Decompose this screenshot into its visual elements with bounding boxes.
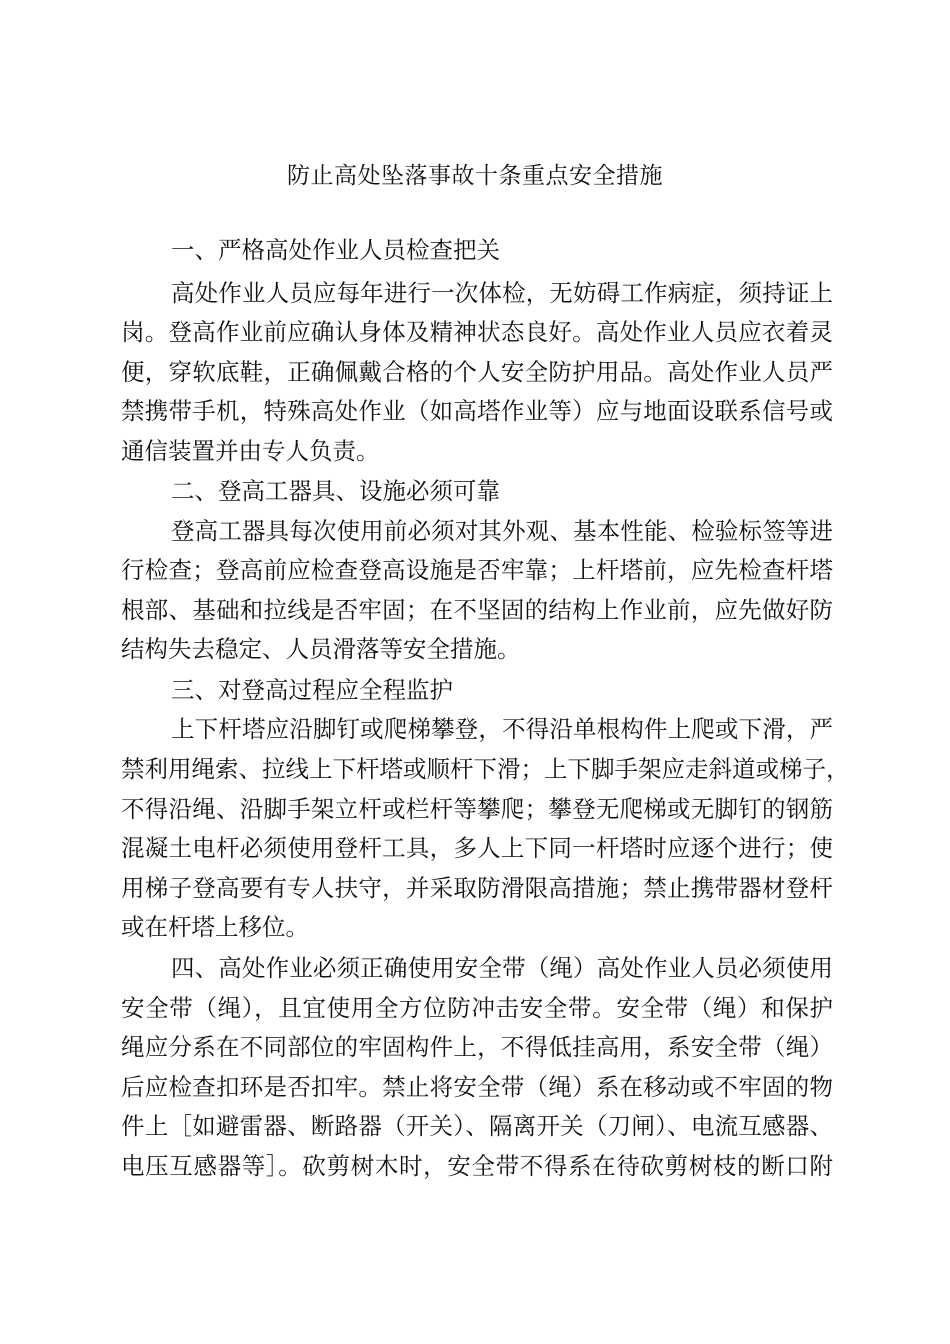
paragraph-line: 根部、基础和拉线是否牢固；在不坚固的结构上作业前，应先做好防 [121,596,833,624]
paragraph-line: 行检查；登高前应检查登高设施是否牢靠；上杆塔前，应先检查杆塔 [121,556,833,584]
paragraph-line: 混凝土电杆必须使用登杆工具，多人上下同一杆塔时应逐个进行；使 [121,834,833,862]
section-heading-1: 一、严格高处作业人员检查把关 [171,236,500,264]
paragraph-line: 岗。登高作业前应确认身体及精神状态良好。高处作业人员应衣着灵 [121,318,833,346]
paragraph-line: 安全带（绳），且宜使用全方位防冲击安全带。安全带（绳）和保护 [121,994,833,1022]
section-heading-3: 三、对登高过程应全程监护 [171,676,453,704]
paragraph-line: 通信装置并由专人负责。 [121,437,380,465]
section-heading-4: 四、高处作业必须正确使用安全带（绳）高处作业人员必须使用 [171,954,833,982]
section-heading-2: 二、登高工器具、设施必须可靠 [171,477,500,505]
paragraph-line: 禁携带手机，特殊高处作业（如高塔作业等）应与地面设联系信号或 [121,397,833,425]
paragraph-line: 绳应分系在不同部位的牢固构件上，不得低挂高用，系安全带（绳） [121,1033,833,1061]
paragraph-line: 用梯子登高要有专人扶守，并采取防滑限高措施；禁止携带器材登杆 [121,874,833,902]
paragraph-line: 便，穿软底鞋，正确佩戴合格的个人安全防护用品。高处作业人员严 [121,358,833,386]
page-title: 防止高处坠落事故十条重点安全措施 [287,163,663,189]
paragraph-line: 高处作业人员应每年进行一次体检，无妨碍工作病症，须持证上 [171,279,833,307]
paragraph-line: 上下杆塔应沿脚钉或爬梯攀登，不得沿单根构件上爬或下滑，严 [171,715,833,743]
paragraph-line: 不得沿绳、沿脚手架立杆或栏杆等攀爬；攀登无爬梯或无脚钉的钢筋 [121,795,833,823]
paragraph-line: 或在杆塔上移位。 [121,913,309,941]
paragraph-line: 结构失去稳定、人员滑落等安全措施。 [121,635,521,663]
paragraph-line: 登高工器具每次使用前必须对其外观、基本性能、检验标签等进 [171,517,833,545]
paragraph-line: 件上［如避雷器、断路器（开关）、隔离开关（刀闸）、电流互感器、 [121,1112,833,1140]
paragraph-line: 后应检查扣环是否扣牢。禁止将安全带（绳）系在移动或不牢固的物 [121,1073,833,1101]
paragraph-line: 禁利用绳索、拉线上下杆塔或顺杆下滑；上下脚手架应走斜道或梯子， [121,755,850,783]
paragraph-line: 电压互感器等］。砍剪树木时，安全带不得系在待砍剪树枝的断口附 [121,1152,833,1180]
